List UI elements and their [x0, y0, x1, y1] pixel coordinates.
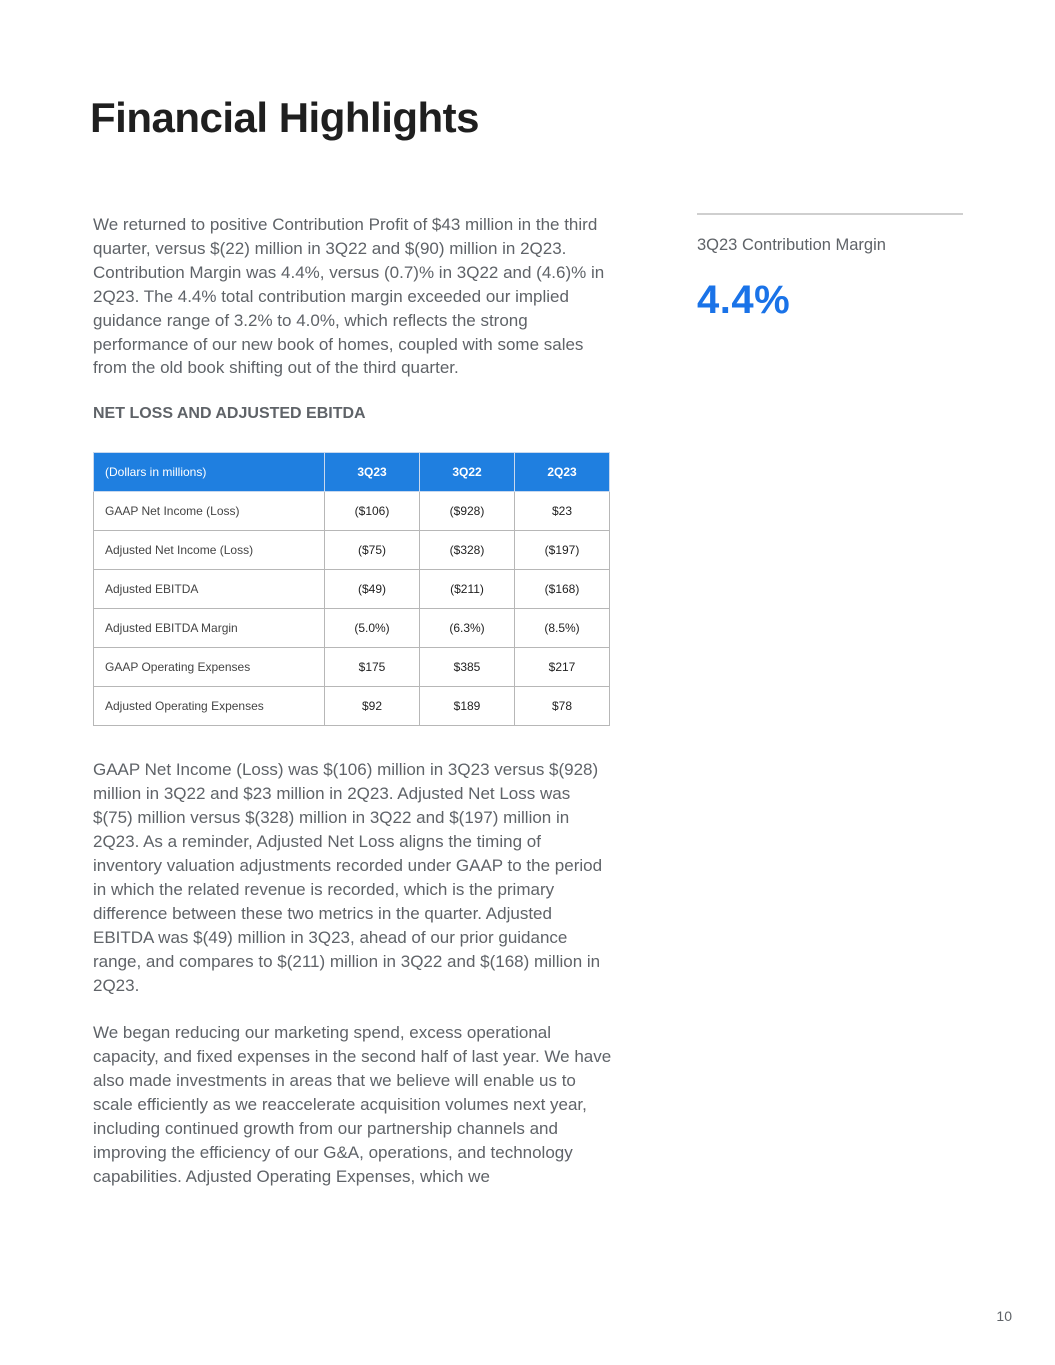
table-cell: $385 [420, 648, 515, 687]
table-cell: $92 [325, 687, 420, 726]
table-cell: $217 [515, 648, 610, 687]
table-cell: (6.3%) [420, 609, 515, 648]
table-cell: ($197) [515, 531, 610, 570]
column-header: (Dollars in millions) [94, 453, 325, 492]
table-row [94, 570, 610, 609]
table-cell: ($168) [515, 570, 610, 609]
metric-value: 4.4% [697, 278, 791, 322]
table-row [94, 492, 610, 531]
table-cell: $78 [515, 687, 610, 726]
body-paragraph: We began reducing our marketing spend, excess operational capacity, and fixed expenses in the second half of last year. We have also made investments in areas that we believe will enable us to scale efficiently as we reaccelerate acquisition volumes next year, including continued growth from our partnership channels and improving the efficiency of our G&A, operations, and technology capabilities. Adjusted Operating Expenses, which we [93, 1023, 612, 1186]
table-cell: ($328) [420, 531, 515, 570]
column-header: 3Q23 [325, 453, 420, 492]
financial-table [93, 452, 610, 726]
row-label: GAAP Net Income (Loss) [94, 492, 325, 531]
table-cell: ($49) [325, 570, 420, 609]
metric-label: 3Q23 Contribution Margin [697, 236, 886, 254]
body-paragraph: GAAP Net Income (Loss) was $(106) million in 3Q23 versus $(928) million in 3Q22 and $23 million in 2Q23. Adjusted Net Loss was $(75) million versus $(328) million in 3Q22 and $(197) million in 2Q23. As a reminder, Adjusted Net Loss aligns the timing of inventory valuation adjustments recorded under GAAP to the period in which the related revenue is recorded, which is the primary difference between these two metrics in the quarter. Adjusted EBITDA was $(49) million in 3Q23, ahead of our prior guidance range, and compares to $(211) million in 3Q22 and $(168) million in 2Q23. [93, 760, 603, 995]
column-header: 3Q22 [420, 453, 515, 492]
table-row [94, 531, 610, 570]
table-cell: $23 [515, 492, 610, 531]
table-cell: $189 [420, 687, 515, 726]
page-number: 10 [996, 1308, 1012, 1324]
table-cell: $175 [325, 648, 420, 687]
page-title: Financial Highlights [90, 94, 480, 141]
row-label: Adjusted Net Income (Loss) [94, 531, 325, 570]
row-label: Adjusted Operating Expenses [94, 687, 325, 726]
intro-paragraph: We returned to positive Contribution Profit of $43 million in the third quarter, versus $(22) million in 3Q22 and $(90) million in 2Q23. Contribution Margin was 4.4%, versus (0.7)% in 3Q22 and (4.6)% in 2Q23. The 4.4% total contribution margin exceeded our implied guidance range of 3.2% to 4.0%, which reflects the strong performance of our new book of homes, coupled with some sales from the old book shifting out of the third quarter. [93, 215, 605, 378]
table-cell: ($928) [420, 492, 515, 531]
body-text [93, 758, 613, 1188]
row-label: Adjusted EBITDA [94, 570, 325, 609]
sidebar-divider [697, 213, 963, 215]
main-column [93, 213, 613, 1189]
row-label: Adjusted EBITDA Margin [94, 609, 325, 648]
table-cell: ($106) [325, 492, 420, 531]
sidebar-metric-callout [697, 213, 963, 323]
table-cell: ($211) [420, 570, 515, 609]
column-header: 2Q23 [515, 453, 610, 492]
table-cell: ($75) [325, 531, 420, 570]
section-heading: NET LOSS AND ADJUSTED EBITDA [93, 405, 366, 423]
table-row [94, 687, 610, 726]
table-header-row [94, 453, 610, 492]
row-label: GAAP Operating Expenses [94, 648, 325, 687]
table-row [94, 648, 610, 687]
table-row [94, 609, 610, 648]
table-cell: (8.5%) [515, 609, 610, 648]
table-cell: (5.0%) [325, 609, 420, 648]
